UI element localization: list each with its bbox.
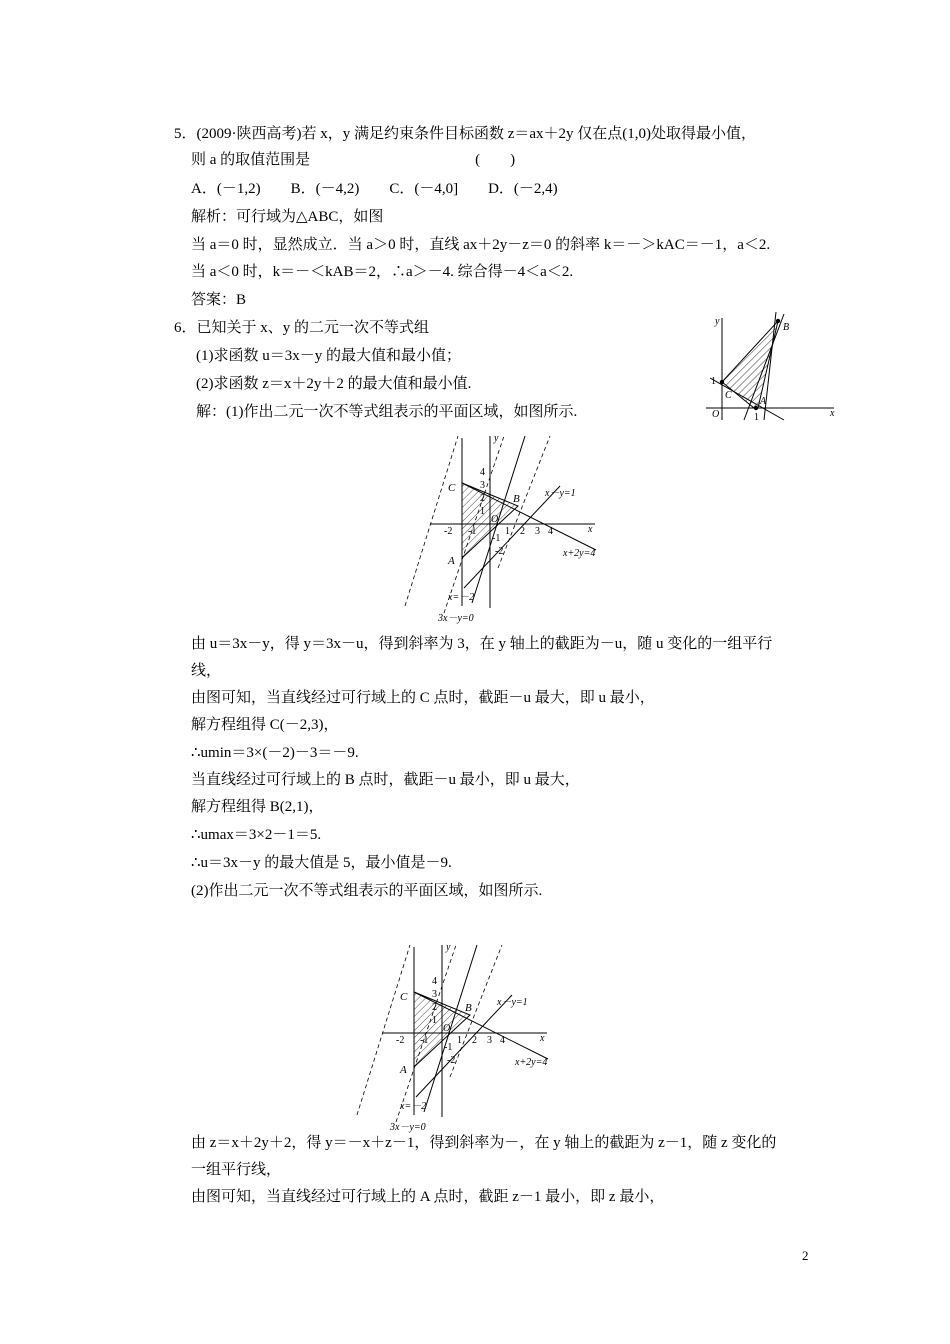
- solution-line4: 由图可知，当直线经过可行域上的 C 点时，截距－u 最大，即 u 最小，: [191, 690, 655, 706]
- fig3-x-label: x: [540, 1033, 545, 1044]
- fig3-xtick: 2: [472, 1035, 477, 1046]
- fig3-ytick: 1: [432, 1015, 437, 1026]
- fig2-xtick: 3: [535, 526, 540, 537]
- fig2-xtick: -1: [468, 526, 477, 537]
- fig2-ytick: 2: [480, 493, 485, 504]
- fig3-ytick: -1: [444, 1042, 453, 1053]
- fig2-ytick: 1: [480, 506, 485, 517]
- fig3-ytick: 2: [432, 1002, 437, 1013]
- solution-line1: 解：(1)作出二元一次不等式组表示的平面区域，如图所示.: [196, 404, 578, 420]
- page-number: 2: [802, 1248, 809, 1263]
- solution-line9: ∴umax＝3×2－1＝5.: [191, 827, 322, 843]
- solution-part2-line2: 由 z＝x＋2y＋2，得 y＝－x＋z－1，得到斜率为－，在 y 轴上的截距为 z－1，随 z 变化的: [191, 1135, 777, 1151]
- solution-part2-line1: (2)作出二元一次不等式组表示的平面区域，如图所示.: [191, 883, 543, 899]
- solution-line10: ∴u＝3x－y 的最大值是 5，最小值是－9.: [191, 855, 452, 871]
- fig2-point-c: C: [448, 482, 456, 494]
- fig2-line-x-y: x－y=1: [545, 488, 576, 499]
- analysis-heading: 解析：可行域为△ABC，如图: [191, 209, 384, 225]
- fig1-x-one: 1: [754, 412, 759, 423]
- fig2-xtick: 1: [505, 526, 510, 537]
- fig2-origin: O: [491, 514, 499, 525]
- fig3-xtick: 4: [500, 1035, 505, 1046]
- fig3-line-x: x=－2: [400, 1101, 427, 1112]
- solution-part2-line3: 一组平行线，: [191, 1162, 282, 1178]
- figure-region-z: [352, 937, 562, 1137]
- problem5-line2: 则 a 的取值范围是 ( ): [191, 152, 516, 168]
- analysis-line1: 当 a＝0 时，显然成立．当 a＞0 时，直线 ax＋2y－z＝0 的斜率 k＝－＞kAC＝－1，a＜2.: [191, 237, 771, 253]
- solution-line6: ∴umin＝3×(－2)－3＝－9.: [191, 745, 359, 761]
- solution-part2-line4: 由图可知，当直线经过可行域上的 A 点时，截距 z－1 最小，即 z 最小，: [191, 1189, 665, 1205]
- fig2-ytick: 3: [480, 480, 485, 491]
- fig3-ytick: -2: [447, 1055, 456, 1066]
- fig2-x-label: x: [588, 524, 593, 535]
- figure-region-u: [400, 428, 610, 628]
- figure-abc-triangle: [702, 310, 842, 428]
- fig3-xtick: -2: [396, 1035, 405, 1046]
- fig2-xtick: 4: [548, 526, 553, 537]
- fig2-xtick: 2: [520, 526, 525, 537]
- problem5-line1: 5．(2009·陕西高考)若 x，y 满足约束条件目标函数 z＝ax＋2y 仅在点(1,0)处取得最小值，: [174, 126, 757, 142]
- problem6-line1: 6．已知关于 x、y 的二元一次不等式组: [174, 320, 430, 336]
- fig3-y-label: y: [446, 942, 451, 953]
- solution-line2: 由 u＝3x－y，得 y＝3x－u，得到斜率为 3，在 y 轴上的截距为－u，随 u 变化的一组平行: [191, 636, 773, 652]
- problem6-part1: (1)求函数 u＝3x－y 的最大值和最小值；: [196, 348, 461, 364]
- answer-line: 答案：B: [191, 292, 247, 308]
- problem6-part2: (2)求函数 z＝x＋2y＋2 的最大值和最小值.: [196, 376, 472, 392]
- solution-line3: 线，: [191, 663, 222, 679]
- problem5-options: A．(－1,2) B．(－4,2) C．(－4,0] D．(－2,4): [191, 181, 558, 197]
- fig3-line-x2y: x+2y=4: [515, 1057, 548, 1068]
- analysis-line2: 当 a＜0 时，k＝－＜kAB＝2，∴a＞－4. 综合得－4＜a＜2.: [191, 264, 574, 280]
- fig3-xtick: 3: [487, 1035, 492, 1046]
- fig1-point-b: B: [783, 322, 790, 333]
- fig3-point-c: C: [400, 991, 408, 1003]
- fig1-point-c: C: [725, 390, 732, 401]
- fig2-y-label: y: [494, 433, 499, 444]
- fig3-ytick: 3: [432, 989, 437, 1000]
- fig3-origin: O: [443, 1023, 451, 1034]
- fig2-ytick: -2: [495, 546, 504, 557]
- fig3-point-a: A: [400, 1064, 407, 1076]
- fig2-line-x2y: x+2y=4: [563, 548, 596, 559]
- fig3-point-b: B: [465, 1002, 472, 1014]
- fig1-origin-label: O: [712, 409, 720, 420]
- fig2-line-x: x=－2: [448, 592, 475, 603]
- fig3-line-3x-y: 3x－y=0: [390, 1122, 426, 1133]
- fig1-y-label: y: [715, 316, 720, 327]
- fig1-x-label: x: [830, 408, 835, 419]
- fig1-y-one: 1: [711, 376, 716, 387]
- solution-line5: 解方程组得 C(－2,3)，: [191, 717, 339, 733]
- fig3-ytick: 4: [432, 976, 437, 987]
- fig2-xtick: -2: [444, 526, 453, 537]
- solution-line8: 解方程组得 B(2,1)，: [191, 799, 324, 815]
- fig2-ytick: -1: [492, 533, 501, 544]
- fig2-ytick: 4: [480, 467, 485, 478]
- fig3-xtick: 1: [457, 1035, 462, 1046]
- fig1-point-a: A: [760, 396, 767, 407]
- fig2-point-b: B: [513, 493, 520, 505]
- fig2-line-3x-y: 3x－y=0: [438, 613, 474, 624]
- solution-line7: 当直线经过可行域上的 B 点时，截距－u 最小，即 u 最大，: [191, 772, 580, 788]
- fig3-xtick: -1: [420, 1035, 429, 1046]
- fig2-point-a: A: [448, 555, 455, 567]
- fig3-line-x-y: x－y=1: [497, 997, 528, 1008]
